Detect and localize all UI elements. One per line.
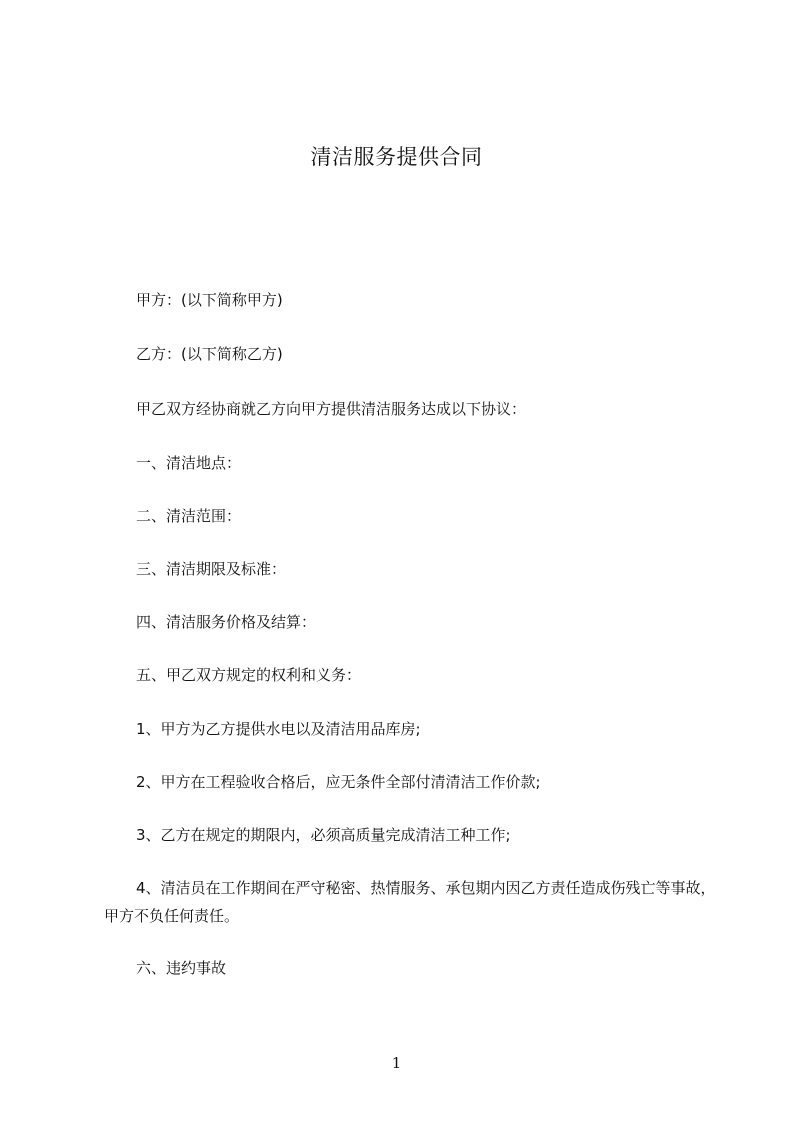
clause-1: 1、甲方为乙方提供水电以及清洁用品库房; bbox=[136, 720, 421, 738]
clause-3: 3、乙方在规定的期限内，必须高质量完成清洁工种工作; bbox=[136, 826, 511, 844]
section-6-breach: 六、违约事故 bbox=[136, 959, 227, 977]
page-number: 1 bbox=[391, 1054, 402, 1072]
party-a-line: 甲方：(以下简称甲方) bbox=[136, 291, 283, 309]
party-b-line: 乙方：(以下简称乙方) bbox=[136, 345, 283, 363]
clause-2: 2、甲方在工程验收合格后，应无条件全部付清清洁工作价款; bbox=[136, 773, 541, 791]
agreement-intro: 甲乙双方经协商就乙方向甲方提供清洁服务达成以下协议： bbox=[136, 400, 527, 418]
clause-4: 4、清洁员在工作期间在严守秘密、热情服务、承包期内因乙方责任造成伤残亡等事故，甲方不负任何责任。 bbox=[104, 879, 716, 925]
section-5-rights: 五、甲乙双方规定的权利和义务： bbox=[136, 666, 362, 684]
section-4-price: 四、清洁服务价格及结算： bbox=[136, 613, 317, 631]
section-3-term: 三、清洁期限及标准： bbox=[136, 560, 287, 578]
section-1-location: 一、清洁地点： bbox=[136, 454, 242, 472]
document-title: 清洁服务提供合同 bbox=[310, 145, 483, 169]
section-2-scope: 二、清洁范围： bbox=[136, 507, 242, 525]
